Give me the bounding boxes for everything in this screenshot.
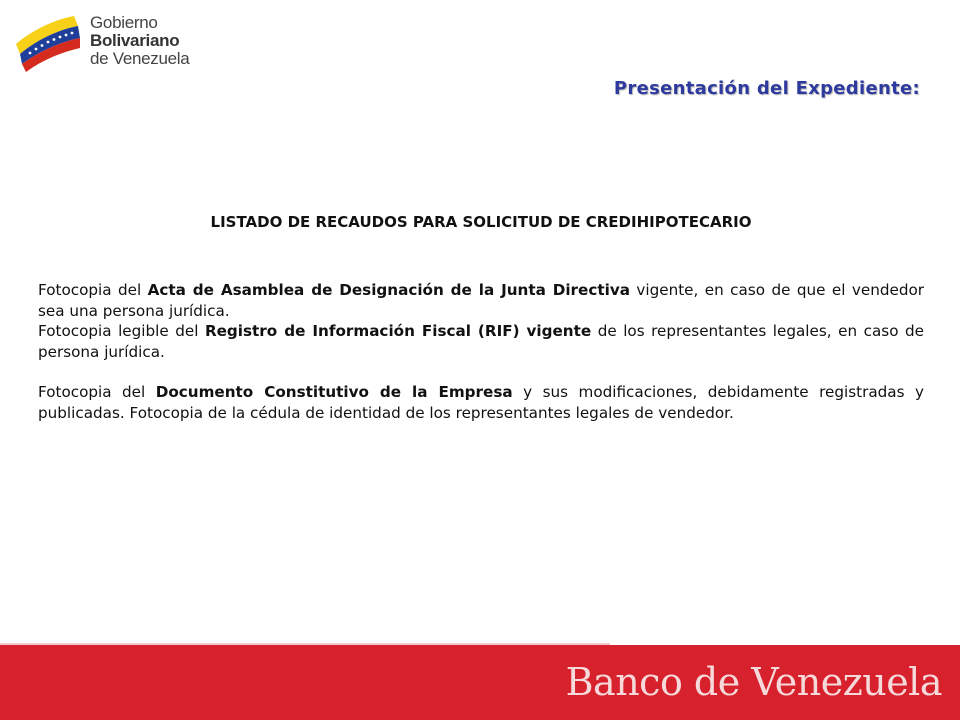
p3-text-c: y sus modificaciones, debidamente registradas y publicadas. Fotocopia de la cédula de identidad de los representantes legales de vendedor. (38, 383, 924, 422)
logo-line-2: Bolivariano (90, 31, 180, 50)
requirement-paragraph-2 (38, 321, 924, 362)
p1-text-c: vigente, en caso de que el vendedor sea una persona jurídica. (38, 281, 924, 320)
government-logo (12, 12, 192, 72)
venezuela-flag-wave-icon (12, 12, 84, 72)
document-body (38, 280, 924, 423)
logo-line-3: de Venezuela (90, 49, 190, 68)
p1-text-bold: Acta de Asamblea de Designación de la Junta Directiva (147, 281, 630, 299)
page-title: Presentación del Expediente: (613, 78, 920, 99)
p2-text-bold: Registro de Información Fiscal (RIF) vigente (204, 322, 592, 340)
requirement-paragraph-3 (38, 382, 924, 423)
p2-text-a: Fotocopia legible del (38, 322, 205, 340)
requirement-paragraph-1 (38, 280, 924, 321)
p3-text-bold: Documento Constitutivo de la Empresa (155, 383, 513, 401)
p2-text-c: de los representantes legales, en caso de persona jurídica. (38, 322, 924, 361)
bank-name: Banco de Venezuela (565, 660, 942, 704)
logo-line-1: Gobierno (90, 13, 158, 32)
logo-text (90, 14, 189, 68)
p3-text-a: Fotocopia del (38, 383, 156, 401)
document-heading: LISTADO DE RECAUDOS PARA SOLICITUD DE CREDIHIPOTECARIO (210, 213, 752, 231)
p1-text-a: Fotocopia del (38, 281, 148, 299)
